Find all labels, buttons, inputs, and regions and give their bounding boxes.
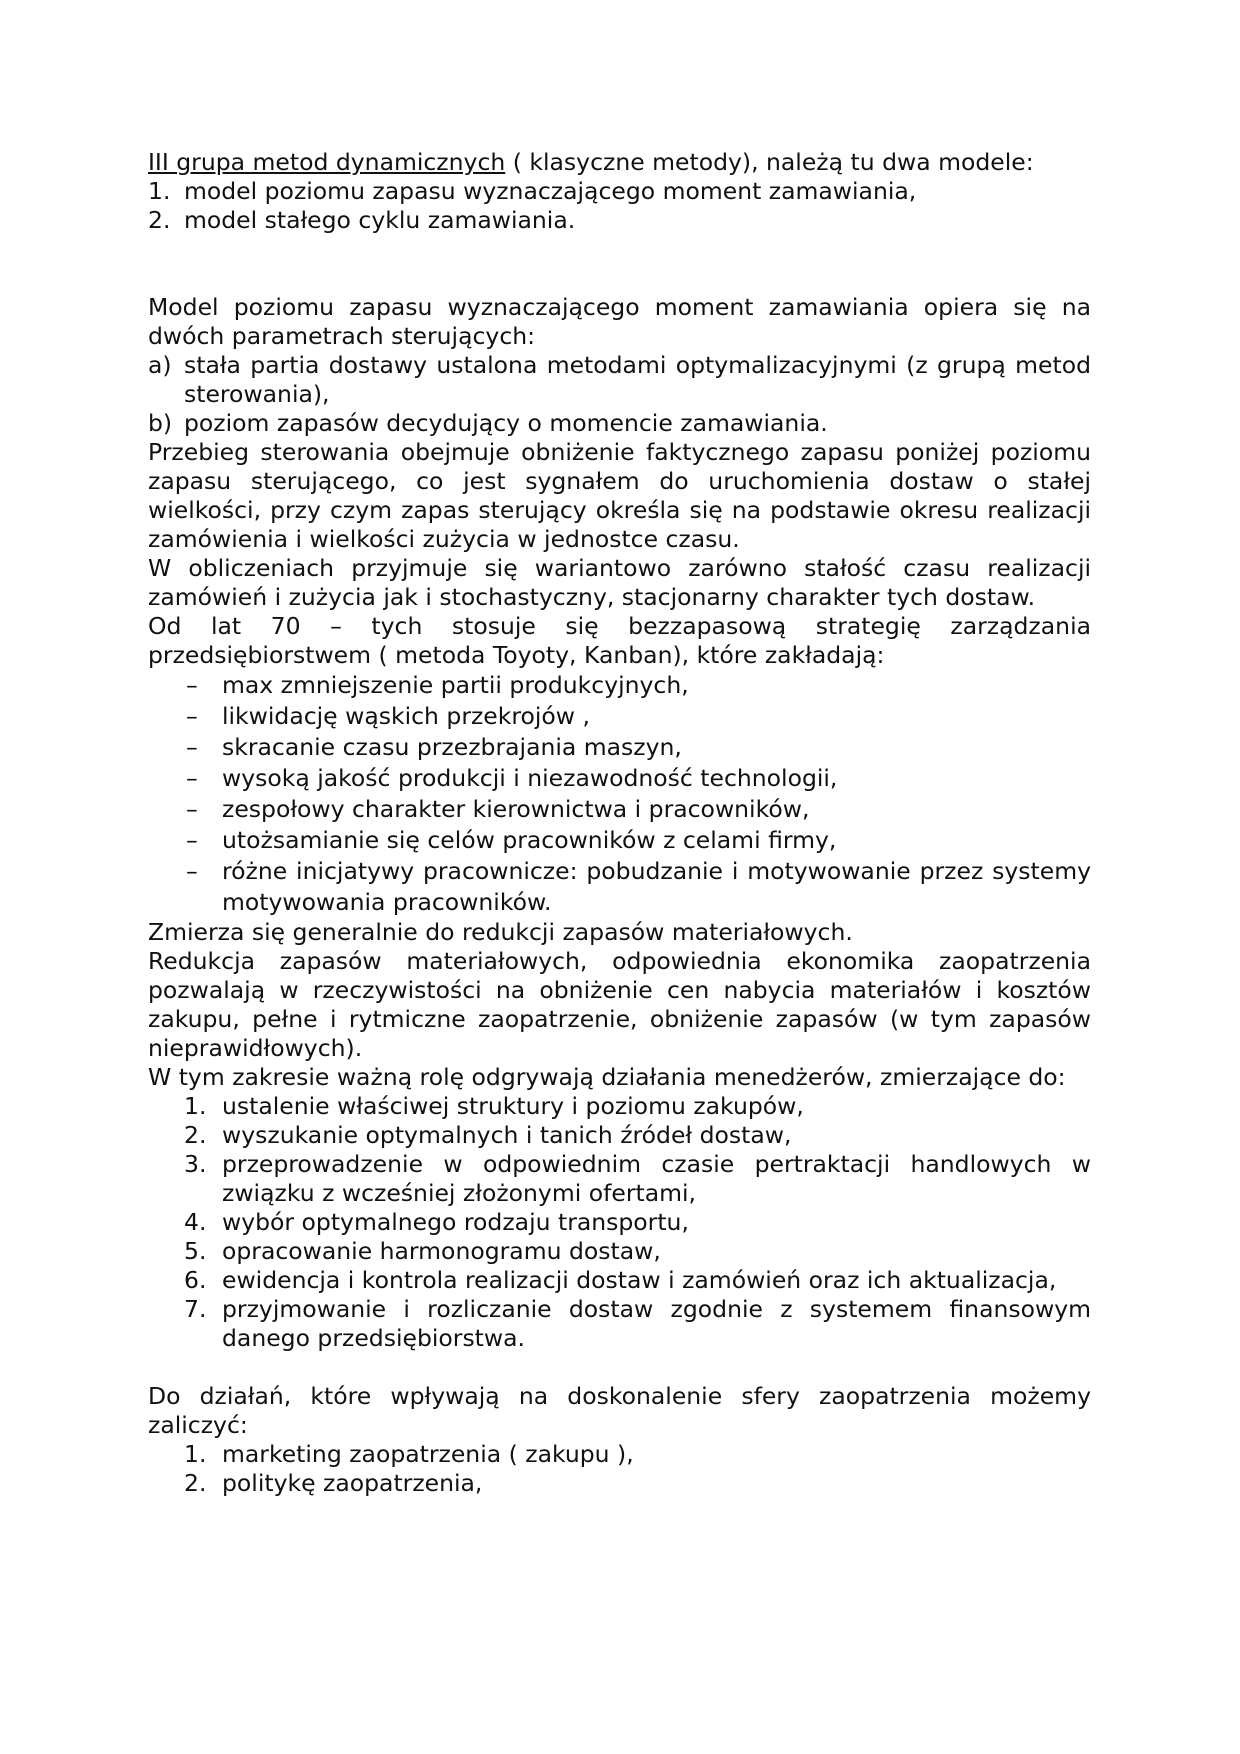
list-item-text: skracanie czasu przezbrajania maszyn,: [222, 733, 682, 761]
paragraph: Przebieg sterowania obejmuje obniżenie faktycznego zapasu poniżej poziomu zapasu sterującego, co jest sygnałem do uruchomienia dostaw o stałej wielkości, przy czym zapas sterujący określa się na podstawie okresu realizacji zamówienia i wielkości zużycia w jednostce czasu.: [148, 438, 1091, 553]
list-marker: 2.: [184, 1121, 207, 1149]
document-page: [148, 148, 1091, 1498]
list-item: [184, 1295, 1091, 1353]
paragraph: W tym zakresie ważną rolę odgrywają działania menedżerów, zmierzające do:: [148, 1063, 1066, 1091]
paragraph: Zmierza się generalnie do redukcji zapasów materiałowych.: [148, 918, 853, 946]
list-marker: –: [186, 826, 198, 854]
list-item: [186, 732, 1091, 763]
list-marker: –: [186, 733, 198, 761]
list-item: [186, 670, 1091, 701]
list-marker: 2.: [148, 206, 171, 234]
list-item-text: przyjmowanie i rozliczanie dostaw zgodnie z systemem finansowym danego przedsiębiorstwa.: [222, 1295, 1091, 1352]
list-item: [184, 1440, 1091, 1469]
list-marker: 1.: [184, 1092, 207, 1120]
list-item-text: max zmniejszenie partii produkcyjnych,: [222, 671, 689, 699]
list-item: [184, 1266, 1091, 1295]
list-item-text: likwidację wąskich przekrojów ,: [222, 702, 590, 730]
list-item: [186, 825, 1091, 856]
intro-title-underlined: III grupa metod dynamicznych: [148, 148, 506, 176]
list-item-text: różne inicjatywy pracownicze: pobudzanie i motywowanie przez systemy motywowania pracowników.: [222, 857, 1091, 916]
letters-list: [148, 351, 1091, 438]
intro-title-rest: ( klasyczne metody), należą tu dwa modele:: [505, 148, 1034, 176]
list-marker: a): [148, 351, 172, 379]
list-item: [184, 1092, 1091, 1121]
paragraph: Do działań, które wpływają na doskonalenie sfery zaopatrzenia możemy zaliczyć:: [148, 1382, 1091, 1439]
list-item: [184, 1150, 1091, 1208]
list-item-text: opracowanie harmonogramu dostaw,: [222, 1237, 661, 1265]
list-item-text: ewidencja i kontrola realizacji dostaw i zamówień oraz ich aktualizacja,: [222, 1266, 1057, 1294]
spacer: [148, 235, 1091, 293]
list-item: [148, 206, 1091, 235]
intro-heading: [148, 148, 1091, 177]
list-item: [184, 1208, 1091, 1237]
list-marker: 4.: [184, 1208, 207, 1236]
list-marker: 5.: [184, 1237, 207, 1265]
list-marker: –: [186, 702, 198, 730]
list-item: [148, 409, 1091, 438]
list-item-text: zespołowy charakter kierownictwa i pracowników,: [222, 795, 810, 823]
list-item: [186, 856, 1091, 918]
list-marker: –: [186, 764, 198, 792]
list-marker: –: [186, 671, 198, 699]
list-marker: 2.: [184, 1469, 207, 1497]
list-item-text: model poziomu zapasu wyznaczającego moment zamawiania,: [184, 177, 917, 205]
paragraph: Model poziomu zapasu wyznaczającego moment zamawiania opiera się na dwóch parametrach sterujących:: [148, 293, 1091, 350]
paragraph: Od lat 70 – tych stosuje się bezzapasową strategię zarządzania przedsiębiorstwem ( metoda Toyoty, Kanban), które zakładają:: [148, 612, 1091, 669]
list-item: [148, 177, 1091, 206]
list-marker: 1.: [148, 177, 171, 205]
list-marker: 3.: [184, 1150, 207, 1178]
list-marker: 6.: [184, 1266, 207, 1294]
activities-list: [148, 1440, 1091, 1498]
list-item-text: ustalenie właściwej struktury i poziomu zakupów,: [222, 1092, 804, 1120]
list-item-text: politykę zaopatrzenia,: [222, 1469, 483, 1497]
paragraph: Redukcja zapasów materiałowych, odpowiednia ekonomika zaopatrzenia pozwalają w rzeczywistości na obniżenie cen nabycia materiałów i kosztów zakupu, pełne i rytmiczne zaopatrzenie, obniżenie zapasów (w tym zapasów nieprawidłowych).: [148, 947, 1091, 1062]
list-item-text: marketing zaopatrzenia ( zakupu ),: [222, 1440, 634, 1468]
list-item-text: wyszukanie optymalnych i tanich źródeł dostaw,: [222, 1121, 792, 1149]
intro-list: [148, 177, 1091, 235]
list-marker: –: [186, 857, 198, 885]
list-marker: b): [148, 409, 173, 437]
list-item: [186, 701, 1091, 732]
paragraph: W obliczeniach przyjmuje się wariantowo zarówno stałość czasu realizacji zamówień i zużycia jak i stochastyczny, stacjonarny charakter tych dostaw.: [148, 554, 1091, 611]
list-item: [186, 763, 1091, 794]
list-item-text: model stałego cyklu zamawiania.: [184, 206, 576, 234]
actions-list: [148, 1092, 1091, 1353]
list-item: [184, 1121, 1091, 1150]
list-item-text: utożsamianie się celów pracowników z celami firmy,: [222, 826, 837, 854]
spacer: [148, 1353, 1091, 1382]
list-item: [148, 351, 1091, 409]
list-marker: 7.: [184, 1295, 207, 1323]
bullet-list: [148, 670, 1091, 918]
list-item: [184, 1237, 1091, 1266]
list-item-text: wysoką jakość produkcji i niezawodność technologii,: [222, 764, 838, 792]
list-marker: 1.: [184, 1440, 207, 1468]
list-item-text: przeprowadzenie w odpowiednim czasie pertraktacji handlowych w związku z wcześniej złożonymi ofertami,: [222, 1150, 1091, 1207]
list-item-text: stała partia dostawy ustalona metodami optymalizacyjnymi (z grupą metod sterowania),: [184, 351, 1091, 408]
list-item-text: wybór optymalnego rodzaju transportu,: [222, 1208, 689, 1236]
list-item-text: poziom zapasów decydujący o momencie zamawiania.: [184, 409, 828, 437]
list-item: [184, 1469, 1091, 1498]
list-item: [186, 794, 1091, 825]
list-marker: –: [186, 795, 198, 823]
